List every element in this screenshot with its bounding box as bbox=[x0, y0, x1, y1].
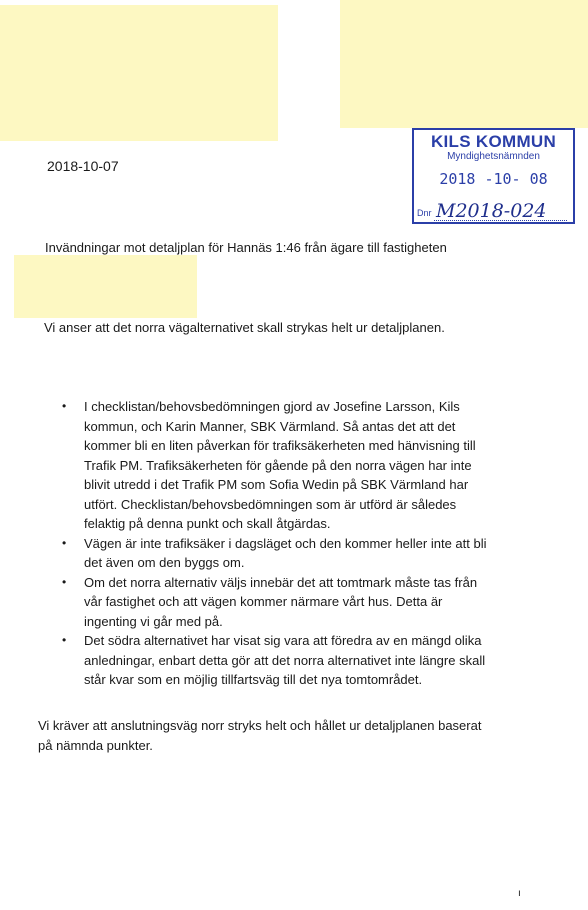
stamp-department: Myndighetsnämnden bbox=[447, 151, 540, 162]
redaction-block-name bbox=[14, 255, 197, 318]
stamp-dnr-label: Dnr bbox=[417, 208, 432, 218]
stamp-dnr-value: M2018-024 bbox=[436, 200, 547, 222]
bullet-icon: • bbox=[62, 399, 67, 413]
bullet-icon: • bbox=[62, 574, 67, 589]
redaction-block-top-right bbox=[340, 0, 588, 128]
page-mark: ı bbox=[518, 888, 521, 899]
bullet-icon: • bbox=[62, 633, 67, 647]
objection-item bbox=[62, 397, 494, 534]
redaction-block-top-left bbox=[0, 5, 278, 141]
objection-text: Det södra alternativet har visat sig vara att föredra av en mängd olika anledningar, enbart detta gör att det norra alternativet inte längre skall står kvar som en möjlig tillfartsväg till det nya tomtområdet. bbox=[84, 633, 486, 687]
stamp-date: 2018 -10- 08 bbox=[439, 170, 548, 188]
objection-item bbox=[62, 534, 494, 573]
stamp-municipality-name: KILS KOMMUN bbox=[430, 132, 557, 151]
objection-item bbox=[62, 573, 494, 632]
objection-text: I checklistan/behovsbedömningen gjord av Josefine Larsson, Kils kommun, och Karin Manner, SBK Värmland. Så antas det att det kommer bli en liten påverkan för trafiksäkerheten med hänvisning till Trafik PM. Trafiksäkerheten för gående på den norra vägen har inte blivit utredd i det Trafik PM som Sofia Wedin på SBK Värmland har utfört. Checklistan/behovsbedömningen som är utförd är således felaktig på denna punkt och skall åtgärdas. bbox=[84, 399, 476, 531]
objection-text: Om det norra alternativ väljs innebär det att tomtmark måste tas från vår fastighet och att vägen kommer närmare vårt hus. Detta är ingenting vi går med på. bbox=[84, 574, 478, 629]
letter-subject: Invändningar mot detaljplan för Hannäs 1:46 från ägare till fastigheten bbox=[45, 240, 447, 255]
objection-text: Vägen är inte trafiksäker i dagsläget och den kommer heller inte att bli det även om den byggs om. bbox=[84, 535, 487, 570]
letter-date: 2018-10-07 bbox=[47, 158, 119, 174]
letter-statement: Vi anser att det norra vägalternativet skall strykas helt ur detaljplanen. bbox=[44, 320, 445, 335]
bullet-icon: • bbox=[62, 535, 67, 550]
objection-list bbox=[62, 397, 494, 690]
receipt-stamp bbox=[412, 128, 575, 224]
objection-item bbox=[62, 631, 494, 690]
letter-demand: Vi kräver att anslutningsväg norr stryks helt och hållet ur detaljplanen baserat på nämnda punkter. bbox=[38, 718, 482, 753]
